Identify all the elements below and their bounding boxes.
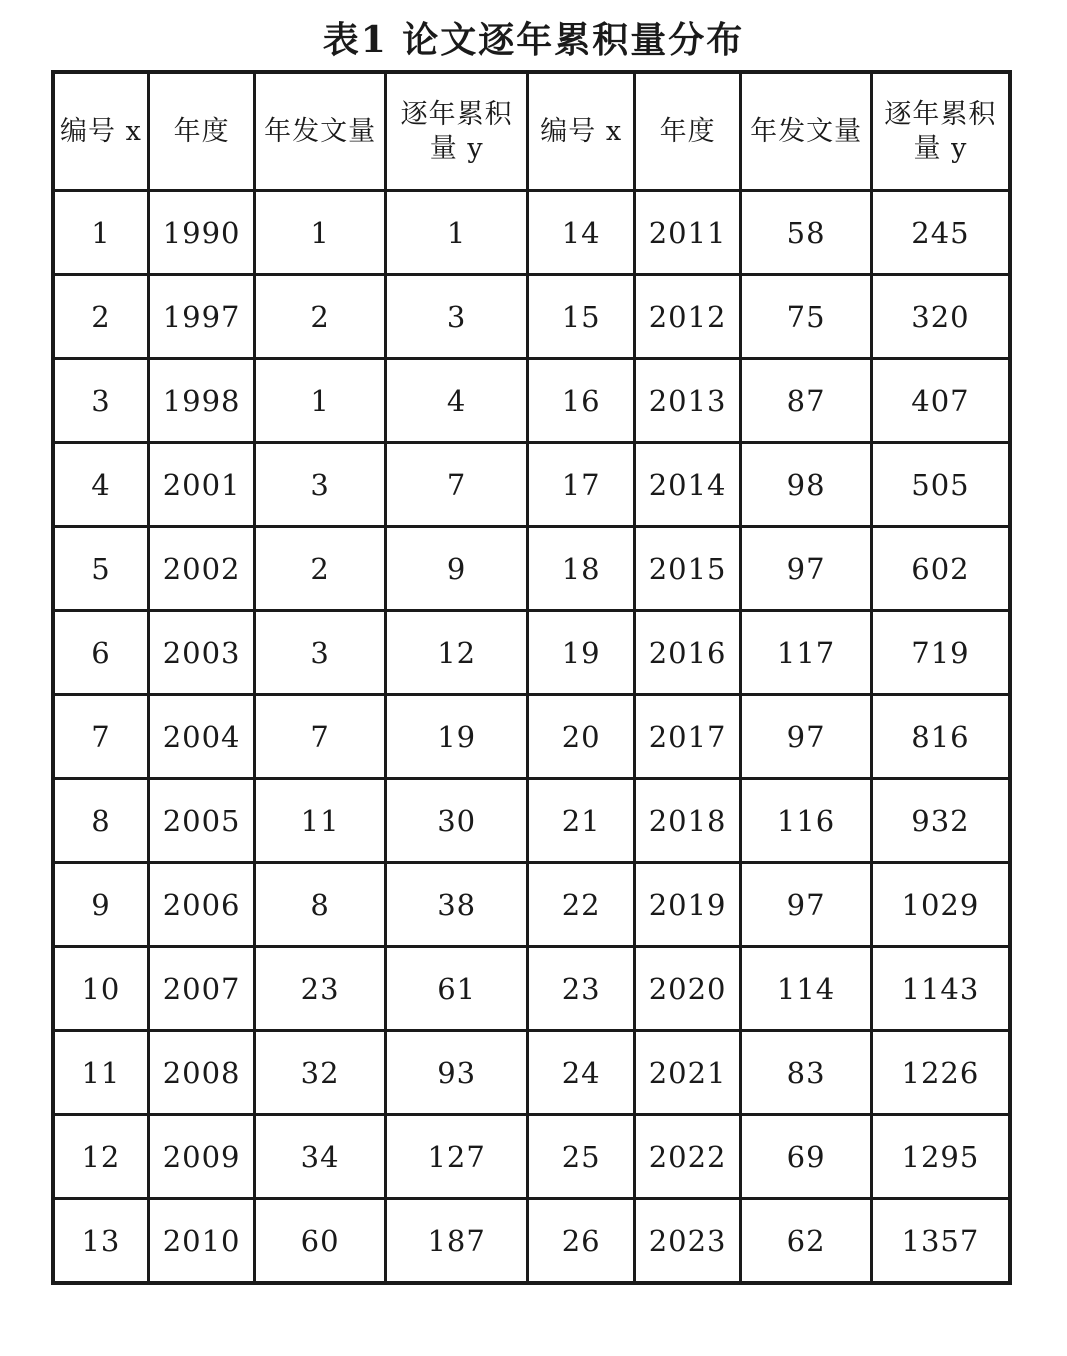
- table-cell: 23: [255, 947, 386, 1031]
- table-cell: 62: [741, 1199, 872, 1284]
- table-cell: 21: [528, 779, 634, 863]
- table-cell: 97: [741, 863, 872, 947]
- table-cell: 69: [741, 1115, 872, 1199]
- table-cell: 932: [871, 779, 1010, 863]
- table-cell: 2002: [148, 527, 254, 611]
- table-cell: 2013: [634, 359, 740, 443]
- table-cell: 1: [255, 191, 386, 275]
- table-cell: 1029: [871, 863, 1010, 947]
- table-cell: 2015: [634, 527, 740, 611]
- table-cell: 1: [255, 359, 386, 443]
- table-cell: 11: [53, 1031, 148, 1115]
- table-cell: 116: [741, 779, 872, 863]
- header-label: 年度: [173, 115, 230, 147]
- table-row: [53, 443, 1010, 527]
- table-cell: 34: [255, 1115, 386, 1199]
- table-cell: 15: [528, 275, 634, 359]
- header-cumulative-y-2: [871, 72, 1010, 191]
- table-cell: 2: [255, 527, 386, 611]
- table-cell: 1: [53, 191, 148, 275]
- table-cell: 75: [741, 275, 872, 359]
- table-cell: 3: [255, 443, 386, 527]
- table-cell: 2: [255, 275, 386, 359]
- table-cell: 22: [528, 863, 634, 947]
- table-cell: 2: [53, 275, 148, 359]
- table-cell: 8: [53, 779, 148, 863]
- table-cell: 1: [385, 191, 528, 275]
- table-row: [53, 947, 1010, 1031]
- table-cell: 2001: [148, 443, 254, 527]
- header-label: 逐年累积量 y: [884, 98, 997, 164]
- table-row: [53, 191, 1010, 275]
- table-cell: 97: [741, 527, 872, 611]
- table-cell: 2017: [634, 695, 740, 779]
- table-cell: 9: [53, 863, 148, 947]
- table-cell: 1226: [871, 1031, 1010, 1115]
- table-row: [53, 779, 1010, 863]
- table-cell: 83: [741, 1031, 872, 1115]
- header-label: 年发文量: [264, 115, 377, 147]
- table-row: [53, 1199, 1010, 1284]
- table-cell: 3: [385, 275, 528, 359]
- table-cell: 19: [528, 611, 634, 695]
- table-cell: 98: [741, 443, 872, 527]
- table-row: [53, 1031, 1010, 1115]
- table-cell: 2016: [634, 611, 740, 695]
- header-year: [148, 72, 254, 191]
- table-cell: 2018: [634, 779, 740, 863]
- table-cell: 38: [385, 863, 528, 947]
- paper-cumulative-table: [51, 70, 1012, 1285]
- table-cell: 187: [385, 1199, 528, 1284]
- table-cell: 3: [53, 359, 148, 443]
- table-cell: 117: [741, 611, 872, 695]
- table-cell: 11: [255, 779, 386, 863]
- table-cell: 2023: [634, 1199, 740, 1284]
- table-cell: 2019: [634, 863, 740, 947]
- header-row: [53, 72, 1010, 191]
- table-cell: 1295: [871, 1115, 1010, 1199]
- table-cell: 61: [385, 947, 528, 1031]
- table-cell: 20: [528, 695, 634, 779]
- table-cell: 4: [53, 443, 148, 527]
- table-cell: 505: [871, 443, 1010, 527]
- header-label: 年度: [659, 115, 716, 147]
- table-cell: 2022: [634, 1115, 740, 1199]
- table-cell: 2006: [148, 863, 254, 947]
- table-cell: 2014: [634, 443, 740, 527]
- table-cell: 2004: [148, 695, 254, 779]
- table-cell: 2007: [148, 947, 254, 1031]
- table-cell: 1990: [148, 191, 254, 275]
- table-cell: 30: [385, 779, 528, 863]
- table-cell: 16: [528, 359, 634, 443]
- header-annual-count-2: [741, 72, 872, 191]
- table-cell: 87: [741, 359, 872, 443]
- table-cell: 2012: [634, 275, 740, 359]
- table-cell: 17: [528, 443, 634, 527]
- table-cell: 5: [53, 527, 148, 611]
- table-cell: 245: [871, 191, 1010, 275]
- table-cell: 1357: [871, 1199, 1010, 1284]
- table-cell: 3: [255, 611, 386, 695]
- table-cell: 18: [528, 527, 634, 611]
- table-cell: 58: [741, 191, 872, 275]
- table-cell: 2021: [634, 1031, 740, 1115]
- table-cell: 8: [255, 863, 386, 947]
- table-cell: 32: [255, 1031, 386, 1115]
- header-annual-count: [255, 72, 386, 191]
- table-cell: 4: [385, 359, 528, 443]
- table-cell: 97: [741, 695, 872, 779]
- table-cell: 816: [871, 695, 1010, 779]
- header-year-2: [634, 72, 740, 191]
- table-cell: 114: [741, 947, 872, 1031]
- header-cumulative-y: [385, 72, 528, 191]
- table-cell: 25: [528, 1115, 634, 1199]
- table-row: [53, 1115, 1010, 1199]
- header-index-x-2: [528, 72, 634, 191]
- header-label: 编号 x: [540, 115, 623, 147]
- table-cell: 10: [53, 947, 148, 1031]
- table-cell: 2005: [148, 779, 254, 863]
- table-cell: 7: [385, 443, 528, 527]
- table-cell: 320: [871, 275, 1010, 359]
- table-cell: 12: [385, 611, 528, 695]
- header-label: 编号 x: [60, 115, 142, 147]
- table-cell: 14: [528, 191, 634, 275]
- table-cell: 407: [871, 359, 1010, 443]
- table-cell: 2009: [148, 1115, 254, 1199]
- table-cell: 2010: [148, 1199, 254, 1284]
- table-cell: 23: [528, 947, 634, 1031]
- table-cell: 93: [385, 1031, 528, 1115]
- table-cell: 1998: [148, 359, 254, 443]
- table-cell: 719: [871, 611, 1010, 695]
- table-cell: 7: [255, 695, 386, 779]
- table-row: [53, 611, 1010, 695]
- table-row: [53, 275, 1010, 359]
- table-title: 表1 论文逐年累积量分布: [322, 19, 745, 61]
- header-label: 年发文量: [750, 115, 863, 147]
- table-cell: 60: [255, 1199, 386, 1284]
- table-cell: 602: [871, 527, 1010, 611]
- table-cell: 6: [53, 611, 148, 695]
- table-cell: 19: [385, 695, 528, 779]
- table-cell: 7: [53, 695, 148, 779]
- table-cell: 2020: [634, 947, 740, 1031]
- table-row: [53, 695, 1010, 779]
- table-cell: 2011: [634, 191, 740, 275]
- table-cell: 9: [385, 527, 528, 611]
- table-cell: 2003: [148, 611, 254, 695]
- table-cell: 2008: [148, 1031, 254, 1115]
- table-cell: 26: [528, 1199, 634, 1284]
- table-cell: 1143: [871, 947, 1010, 1031]
- table-cell: 12: [53, 1115, 148, 1199]
- header-index-x: [53, 72, 148, 191]
- table-cell: 13: [53, 1199, 148, 1284]
- table-cell: 24: [528, 1031, 634, 1115]
- table-row: [53, 359, 1010, 443]
- table-cell: 1997: [148, 275, 254, 359]
- table-row: [53, 863, 1010, 947]
- table-row: [53, 527, 1010, 611]
- table-cell: 127: [385, 1115, 528, 1199]
- header-label: 逐年累积量 y: [400, 98, 513, 164]
- table-body: [53, 191, 1010, 1284]
